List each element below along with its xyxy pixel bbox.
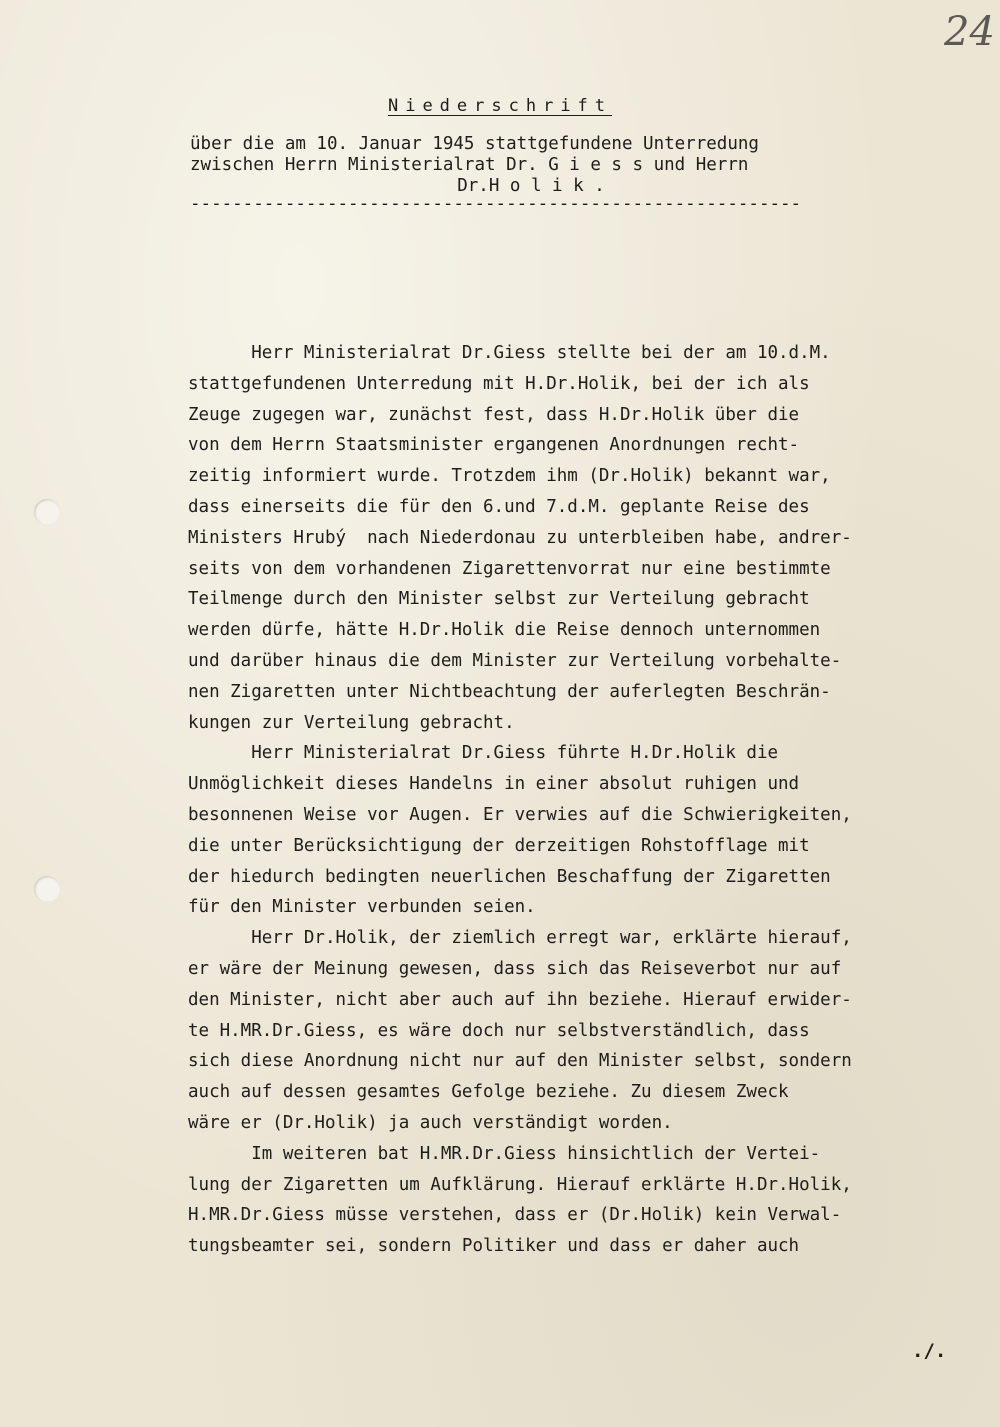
body-line: Herr Dr.Holik, der ziemlich erregt war, erklärte hierauf,: [188, 928, 852, 949]
subtitle-dash-rule: ----------------------------------------------------------: [190, 194, 802, 214]
body-line: Teilmenge durch den Minister selbst zur Verteilung gebracht: [188, 589, 810, 610]
body-line: stattgefundenen Unterredung mit H.Dr.Holik, bei der ich als: [188, 373, 810, 394]
body-line: von dem Herrn Staatsminister ergangenen Anordnungen recht-: [188, 435, 800, 456]
body-line: besonnenen Weise vor Augen. Er verwies auf die Schwierigkeiten,: [188, 804, 852, 825]
body-line: wäre er (Dr.Holik) ja auch verständigt worden.: [188, 1112, 673, 1133]
body-line: und darüber hinaus die dem Minister zur Verteilung vorbehalte-: [188, 650, 842, 671]
body-line: H.MR.Dr.Giess müsse verstehen, dass er (Dr.Holik) kein Verwal-: [188, 1205, 842, 1226]
body-line: er wäre der Meinung gewesen, dass sich das Reiseverbot nur auf: [188, 958, 842, 979]
body-line: tungsbeamter sei, sondern Politiker und dass er daher auch: [188, 1236, 800, 1257]
body-line: Herr Ministerialrat Dr.Giess stellte bei der am 10.d.M.: [188, 343, 831, 363]
punch-hole-bottom: [34, 876, 60, 902]
body-line: Unmöglichkeit dieses Handelns in einer absolut ruhigen und: [188, 774, 800, 795]
body-line: lung der Zigaretten um Aufklärung. Hierauf erklärte H.Dr.Holik,: [188, 1174, 852, 1195]
body-line: Im weiteren bat H.MR.Dr.Giess hinsichtlich der Vertei-: [188, 1143, 821, 1164]
body-line: für den Minister verbunden seien.: [188, 897, 536, 918]
body-line: Ministers Hrubý nach Niederdonau zu unterbleiben habe, andrer-: [188, 527, 852, 548]
document-body: [188, 338, 978, 1262]
handwritten-page-number: 24: [944, 9, 995, 55]
body-line: zeitig informiert wurde. Trotzdem ihm (Dr.Holik) bekannt war,: [188, 466, 831, 487]
document-subtitle: [190, 134, 880, 215]
body-line: sich diese Anordnung nicht nur auf den Minister selbst, sondern: [188, 1051, 852, 1072]
subtitle-line-2: zwischen Herrn Ministerialrat Dr. G i e s s und Herrn: [190, 155, 749, 175]
body-line: auch auf dessen gesamtes Gefolge beziehe. Zu diesem Zweck: [188, 1082, 789, 1103]
body-line: nen Zigaretten unter Nichtbeachtung der auferlegten Beschrän-: [188, 681, 831, 702]
body-line: der hiedurch bedingten neuerlichen Beschaffung der Zigaretten: [188, 866, 831, 887]
body-line: die unter Berücksichtigung der derzeitigen Rohstofflage mit: [188, 835, 810, 856]
subtitle-line-1: über die am 10. Januar 1945 stattgefundene Unterredung: [190, 134, 759, 154]
body-line: werden dürfe, hätte H.Dr.Holik die Reise dennoch unternommen: [188, 620, 821, 641]
subtitle-line-3: Dr.H o l i k .: [457, 176, 605, 196]
continuation-mark: ./.: [912, 1340, 947, 1362]
body-line: Herr Ministerialrat Dr.Giess führte H.Dr.Holik die: [188, 743, 779, 764]
body-line: den Minister, nicht aber auch auf ihn beziehe. Hierauf erwider-: [188, 989, 852, 1010]
punch-hole-top: [34, 499, 60, 525]
body-line: Zeuge zugegen war, zunächst fest, dass H.Dr.Holik über die: [188, 404, 800, 425]
body-line: seits von dem vorhandenen Zigarettenvorrat nur eine bestimmte: [188, 558, 831, 579]
body-line: te H.MR.Dr.Giess, es wäre doch nur selbstverständlich, dass: [188, 1020, 810, 1041]
body-line: kungen zur Verteilung gebracht.: [188, 712, 515, 733]
document-heading: Niederschrift: [387, 96, 613, 116]
body-line: dass einerseits die für den 6.und 7.d.M. geplante Reise des: [188, 496, 810, 517]
